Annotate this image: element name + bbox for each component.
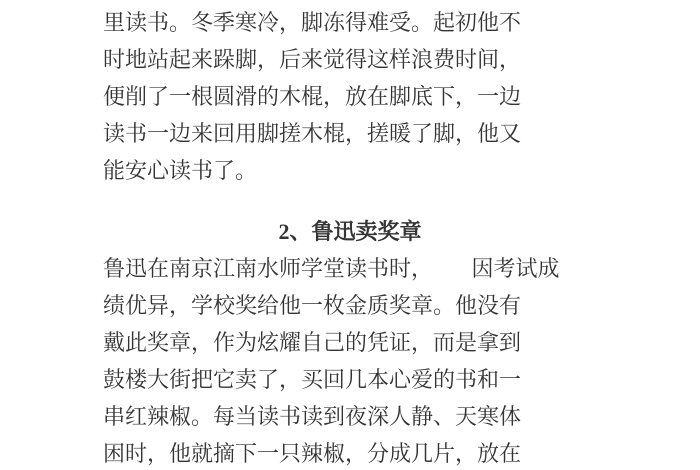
text-line: 读书一边来回用脚搓木棍，搓暖了脚，他又 xyxy=(103,121,522,146)
text-line: 便削了一根圆滑的木棍，放在脚底下，一边 xyxy=(103,84,522,109)
text-line: 时地站起来跺脚，后来觉得这样浪费时间， xyxy=(103,47,522,72)
text-line: 鼓楼大街把它卖了，买回几本心爱的书和一 xyxy=(103,367,522,392)
paragraph-2 xyxy=(103,250,560,470)
text-line: 困时，他就摘下一只辣椒，分成几片，放在 xyxy=(103,441,522,466)
text-line: 能安心读书了。 xyxy=(103,158,258,183)
text-line: 串红辣椒。每当读书读到夜深人静、天寒体 xyxy=(103,404,522,429)
text-line: 绩优异，学校奖给他一枚金质奖章。他没有 xyxy=(103,293,522,318)
text-line: 戴此奖章，作为炫耀自己的凭证，而是拿到 xyxy=(103,330,522,355)
text-line: 鲁迅在南京江南水师学堂读书时， 因考试成 xyxy=(103,256,560,281)
paragraph-1 xyxy=(103,4,521,189)
section-heading: 2、鲁迅卖奖章 xyxy=(278,219,422,244)
text-line: 里读书。冬季寒冷，脚冻得难受。起初他不 xyxy=(103,10,522,35)
